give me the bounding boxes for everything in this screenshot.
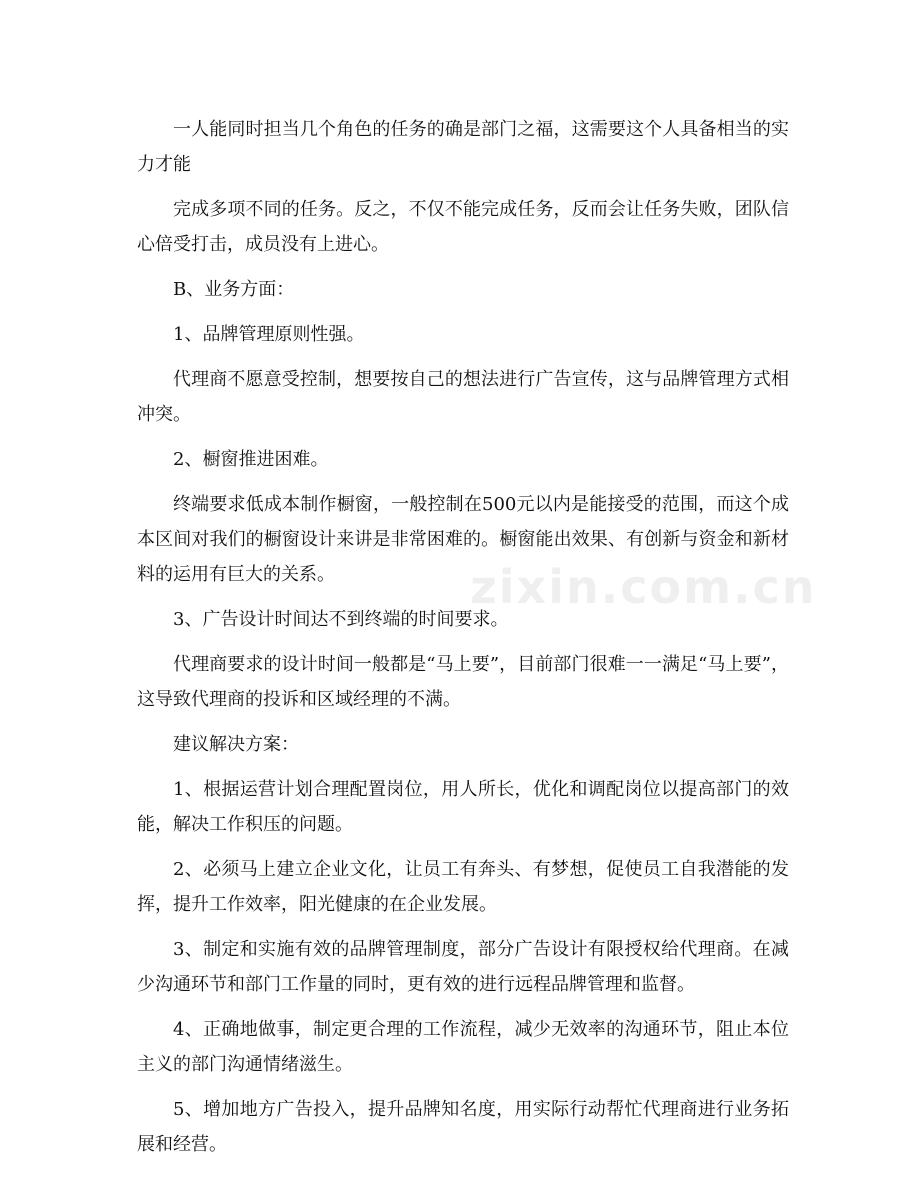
document-body (137, 112, 789, 1172)
list-item: 1、根据运营计划合理配置岗位，用人所长，优化和调配岗位以提高部门的效能，解决工作积压的问题。 (137, 779, 789, 835)
section-heading: 建议解决方案： (173, 734, 299, 755)
list-item: 4、正确地做事，制定更合理的工作流程，减少无效率的沟通环节，阻止本位主义的部门沟通情绪滋生。 (137, 1019, 789, 1075)
list-item: 2、必须马上建立企业文化，让员工有奔头、有梦想，促使员工自我潜能的发挥，提升工作效率，阳光健康的在企业发展。 (137, 859, 789, 915)
list-item-heading: 2、橱窗推进困难。 (173, 449, 329, 470)
paragraph: 代理商不愿意受控制，想要按自己的想法进行广告宣传，这与品牌管理方式相冲突。 (137, 369, 789, 425)
watermark: zixin.com.cn (470, 560, 817, 614)
list-item: 5、增加地方广告投入，提升品牌知名度，用实际行动帮忙代理商进行业务拓展和经营。 (137, 1099, 789, 1155)
paragraph: 代理商要求的设计时间一般都是“马上要”，目前部门很难一一满足“马上要”，这导致代理商的投诉和区域经理的不满。 (137, 654, 789, 710)
paragraph: 终端要求低成本制作橱窗，一般控制在500元以内是能接受的范围，而这个成本区间对我们的橱窗设计来讲是非常困难的。橱窗能出效果、有创新与资金和新材料的运用有巨大的关系。 (137, 494, 789, 585)
list-item-heading: 1、品牌管理原则性强。 (173, 324, 365, 345)
list-item-heading: 3、广告设计时间达不到终端的时间要求。 (173, 609, 509, 630)
paragraph: 完成多项不同的任务。反之，不仅不能完成任务，反而会让任务失败，团队信心倍受打击，成员没有上进心。 (137, 199, 789, 255)
section-heading: B、业务方面： (173, 279, 295, 300)
list-item: 3、制定和实施有效的品牌管理制度，部分广告设计有限授权给代理商。在减少沟通环节和部门工作量的同时，更有效的进行远程品牌管理和监督。 (137, 939, 789, 995)
paragraph: 一人能同时担当几个角色的任务的确是部门之福，这需要这个人具备相当的实力才能 (137, 119, 789, 175)
